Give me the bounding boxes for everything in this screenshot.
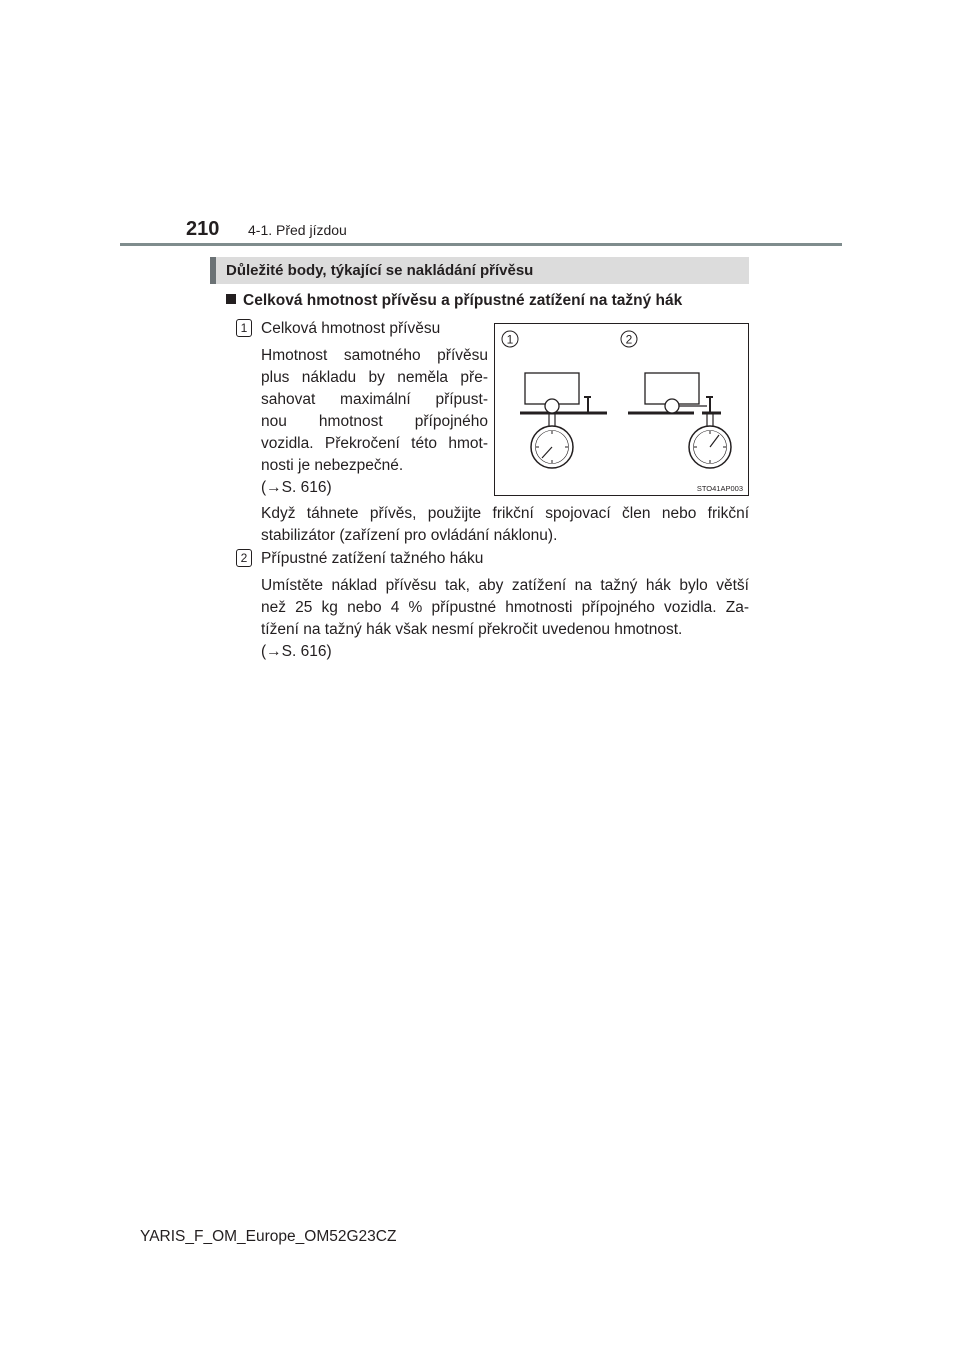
item1-paragraph — [261, 345, 488, 499]
item2-paragraph — [261, 575, 749, 663]
subheading-text: Celková hmotnost přívěsu a přípustné zatížení na tažný hák — [243, 292, 683, 309]
item1-line: sahovat maximální přípust- — [261, 391, 488, 408]
item1-note — [261, 503, 749, 547]
page-reference: (→S. 616) — [261, 479, 332, 496]
figure-label-2: 2 — [625, 332, 633, 347]
item2-line: než 25 kg nebo 4 % přípustné hmotnosti přípojného vozidla. Za- — [261, 599, 749, 616]
page-number: 210 — [186, 218, 220, 240]
subheading — [226, 292, 682, 310]
section-heading: Důležité body, týkající se nakládání přívěsu — [226, 262, 534, 279]
header-divider — [120, 243, 842, 246]
item1-line: nou hmotnost přípojného — [261, 413, 488, 430]
item1-line: plus nákladu by neměla pře- — [261, 369, 488, 386]
item1-title: Celková hmotnost přívěsu — [261, 320, 441, 337]
scale-illustration — [495, 324, 748, 495]
item1-line: vozidla. Překročení této hmot- — [261, 435, 488, 452]
item2-line: Umístěte náklad přívěsu tak, aby zatížení na tažný hák bylo větší — [261, 577, 749, 594]
section-breadcrumb: 4-1. Před jízdou — [248, 222, 347, 238]
tongue-weight-figure — [494, 323, 749, 496]
item2-line: tížení na tažný hák však nesmí překročit uvedenou hmotnost. — [261, 621, 683, 638]
figure-code: STO41AP003 — [696, 484, 743, 493]
document-id: YARIS_F_OM_Europe_OM52G23CZ — [140, 1228, 397, 1245]
figure-label-1: 1 — [506, 332, 514, 347]
item1-line: nosti je nebezpečné. — [261, 457, 404, 474]
tongue-weight-scale-icon — [628, 373, 731, 468]
item1-note-line: Když táhnete přívěs, použijte frikční spojovací člen nebo frikční — [261, 505, 749, 522]
item-number-badge: 1 — [236, 319, 252, 337]
item2-title: Přípustné zatížení tažného háku — [261, 550, 484, 567]
trailer-weight-scale-icon — [520, 373, 607, 468]
item1-line: Hmotnost samotného přívěsu — [261, 347, 488, 364]
item-number-badge: 2 — [236, 549, 252, 567]
item1-note-line: stabilizátor (zařízení pro ovládání náklonu). — [261, 527, 558, 544]
square-bullet-icon — [226, 294, 236, 304]
page-reference: (→S. 616) — [261, 643, 332, 660]
